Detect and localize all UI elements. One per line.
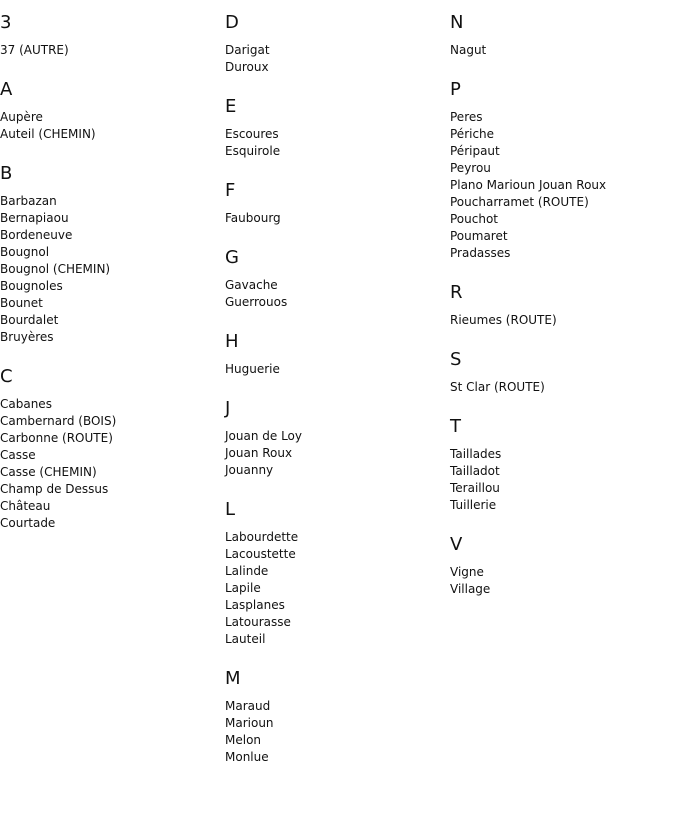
street-link[interactable]: Lasplanes [225, 598, 285, 612]
street-link[interactable]: Cambernard (BOIS) [0, 414, 117, 428]
street-list [450, 564, 675, 598]
street-link[interactable]: Carbonne (ROUTE) [0, 431, 113, 445]
letter-group [225, 96, 450, 160]
street-list [0, 109, 225, 143]
letter-heading: R [450, 282, 463, 303]
street-list [225, 428, 450, 479]
letter-heading: H [225, 331, 239, 352]
street-link[interactable]: Cabanes [0, 397, 52, 411]
street-link[interactable]: Village [450, 582, 491, 596]
street-link[interactable]: Marioun [225, 716, 274, 730]
letter-group [0, 79, 225, 143]
street-link[interactable]: Lauteil [225, 632, 266, 646]
street-link[interactable]: Plano Marioun Jouan Roux [450, 178, 607, 192]
letter-group [450, 534, 675, 598]
street-link[interactable]: Poucharramet (ROUTE) [450, 195, 589, 209]
street-link[interactable]: Péripaut [450, 144, 500, 158]
street-link[interactable]: Bernapiaou [0, 211, 69, 225]
letter-group [225, 247, 450, 311]
street-link[interactable]: Pouchot [450, 212, 499, 226]
letter-heading: J [225, 398, 231, 419]
street-list [0, 42, 225, 59]
street-link[interactable]: Guerrouos [225, 295, 288, 309]
street-list [225, 698, 450, 766]
letter-group [225, 668, 450, 766]
street-link[interactable]: Tailladot [450, 464, 500, 478]
letter-heading: G [225, 247, 239, 268]
letter-heading: A [0, 79, 13, 100]
street-link[interactable]: Monlue [225, 750, 269, 764]
street-link[interactable]: Casse (CHEMIN) [0, 465, 97, 479]
letter-group [450, 416, 675, 514]
street-link[interactable]: Taillades [450, 447, 502, 461]
street-list [450, 42, 675, 59]
street-link[interactable]: Melon [225, 733, 262, 747]
street-link[interactable]: Vigne [450, 565, 484, 579]
street-link[interactable]: Jouan Roux [225, 446, 293, 460]
letter-heading: V [450, 534, 463, 555]
letter-heading: L [225, 499, 236, 520]
letter-group [0, 366, 225, 532]
street-link[interactable]: Faubourg [225, 211, 281, 225]
street-link[interactable]: Champ de Dessus [0, 482, 109, 496]
street-link[interactable]: Courtade [0, 516, 56, 530]
street-list [225, 361, 450, 378]
index-column-3 [450, 12, 675, 618]
street-link[interactable]: Bougnoles [0, 279, 63, 293]
street-link[interactable]: 37 (AUTRE) [0, 43, 69, 57]
letter-heading: E [225, 96, 237, 117]
letter-group [0, 163, 225, 346]
street-list [225, 210, 450, 227]
street-link[interactable]: Duroux [225, 60, 269, 74]
street-link[interactable]: Darigat [225, 43, 270, 57]
street-list [225, 126, 450, 160]
street-link[interactable]: Escoures [225, 127, 279, 141]
street-list [225, 42, 450, 76]
letter-heading: C [0, 366, 13, 387]
letter-heading: N [450, 12, 464, 33]
street-link[interactable]: Poumaret [450, 229, 508, 243]
letter-group [225, 499, 450, 648]
street-link[interactable]: Maraud [225, 699, 271, 713]
street-list [0, 193, 225, 346]
street-link[interactable]: Auteil (CHEMIN) [0, 127, 96, 141]
street-link[interactable]: Casse [0, 448, 36, 462]
street-link[interactable]: Peres [450, 110, 483, 124]
street-list [0, 396, 225, 532]
street-link[interactable]: Latourasse [225, 615, 291, 629]
letter-heading: P [450, 79, 461, 100]
letter-group [450, 12, 675, 59]
street-link[interactable]: Bourdalet [0, 313, 59, 327]
street-link[interactable]: Jouanny [225, 463, 274, 477]
street-link[interactable]: Bruyères [0, 330, 54, 344]
street-link[interactable]: Lalinde [225, 564, 269, 578]
letter-group [225, 180, 450, 227]
street-link[interactable]: Rieumes (ROUTE) [450, 313, 557, 327]
letter-heading: S [450, 349, 462, 370]
street-link[interactable]: Bordeneuve [0, 228, 73, 242]
street-link[interactable]: Esquirole [225, 144, 281, 158]
index-column-1 [0, 12, 225, 552]
street-link[interactable]: Périche [450, 127, 495, 141]
street-list [225, 529, 450, 648]
street-link[interactable]: Labourdette [225, 530, 299, 544]
street-list [450, 446, 675, 514]
letter-group [0, 12, 225, 59]
street-link[interactable]: Lapile [225, 581, 261, 595]
letter-group [225, 398, 450, 479]
index-column-2 [225, 12, 450, 786]
street-list [450, 109, 675, 262]
street-link[interactable]: Gavache [225, 278, 278, 292]
street-link[interactable]: Jouan de Loy [225, 429, 302, 443]
letter-group [225, 331, 450, 378]
street-link[interactable]: Aupère [0, 110, 43, 124]
letter-heading: M [225, 668, 241, 689]
letter-group [450, 349, 675, 396]
street-link[interactable]: Bougnol (CHEMIN) [0, 262, 111, 276]
street-link[interactable]: Bounet [0, 296, 43, 310]
letter-heading: B [0, 163, 13, 184]
letter-group [450, 282, 675, 329]
street-link[interactable]: Château [0, 499, 51, 513]
street-list [225, 277, 450, 311]
street-link[interactable]: St Clar (ROUTE) [450, 380, 545, 394]
street-link[interactable]: Lacoustette [225, 547, 296, 561]
letter-group [450, 79, 675, 262]
street-list [450, 379, 675, 396]
letter-heading: 3 [0, 12, 12, 33]
street-link[interactable]: Nagut [450, 43, 487, 57]
letter-heading: D [225, 12, 239, 33]
street-list [450, 312, 675, 329]
street-link[interactable]: Pradasses [450, 246, 511, 260]
street-link[interactable]: Peyrou [450, 161, 491, 175]
street-link[interactable]: Bougnol [0, 245, 50, 259]
street-link[interactable]: Barbazan [0, 194, 57, 208]
street-link[interactable]: Teraillou [450, 481, 500, 495]
letter-heading: F [225, 180, 236, 201]
street-link[interactable]: Huguerie [225, 362, 280, 376]
letter-heading: T [450, 416, 461, 437]
letter-group [225, 12, 450, 76]
street-link[interactable]: Tuillerie [450, 498, 497, 512]
